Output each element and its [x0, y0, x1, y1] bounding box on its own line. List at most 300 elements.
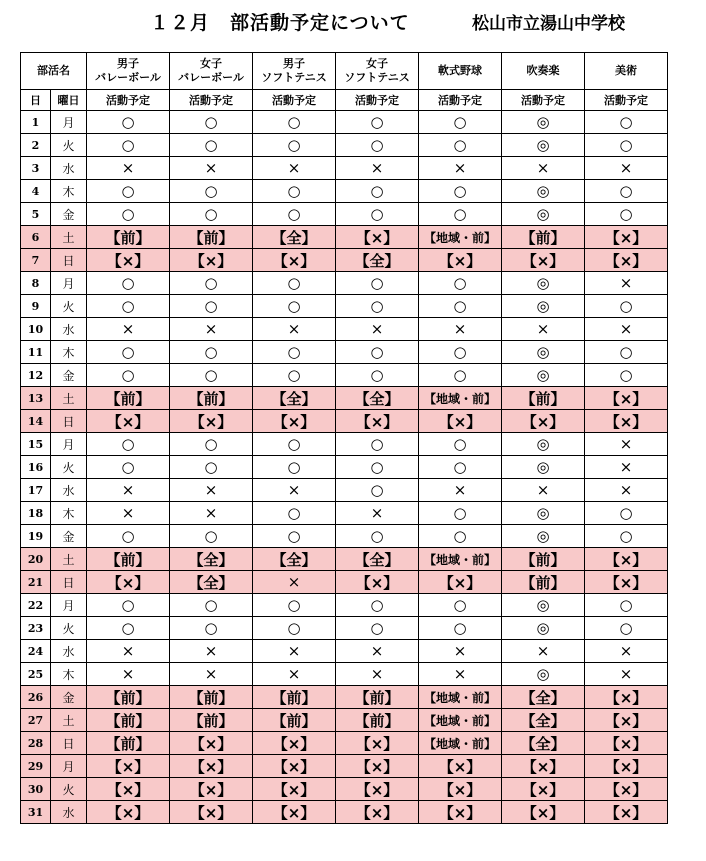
day-of-week: 月 — [51, 433, 87, 456]
schedule-cell: ○ — [336, 341, 419, 364]
schedule-cell: ◎ — [502, 364, 585, 387]
table-row — [21, 548, 668, 571]
schedule-cell: 【×】 — [585, 249, 668, 272]
day-number: 29 — [21, 755, 51, 778]
schedule-cell: 【全】 — [253, 226, 336, 249]
table-row — [21, 502, 668, 525]
page-title: １２月 部活動予定について — [150, 12, 410, 34]
schedule-cell: 【×】 — [502, 249, 585, 272]
day-number: 2 — [21, 134, 51, 157]
schedule-cell: × — [502, 640, 585, 663]
schedule-cell: 【前】 — [87, 226, 170, 249]
day-of-week: 火 — [51, 617, 87, 640]
schedule-cell: 【全】 — [502, 709, 585, 732]
club-name-line1: 吹奏楽 — [526, 64, 560, 77]
schedule-cell: 【地域・前】 — [419, 709, 502, 732]
schedule-cell: ○ — [253, 364, 336, 387]
table-row — [21, 640, 668, 663]
schedule-cell: 【×】 — [170, 410, 253, 433]
day-number: 11 — [21, 341, 51, 364]
schedule-cell: ○ — [336, 111, 419, 134]
table-row — [21, 410, 668, 433]
schedule-cell: 【×】 — [419, 249, 502, 272]
day-number: 4 — [21, 180, 51, 203]
day-number: 18 — [21, 502, 51, 525]
day-of-week: 月 — [51, 594, 87, 617]
day-number: 22 — [21, 594, 51, 617]
schedule-cell: × — [253, 157, 336, 180]
schedule-cell: 【×】 — [253, 801, 336, 824]
club-label: 部活名 — [21, 53, 87, 90]
schedule-cell: ○ — [87, 364, 170, 387]
table-row — [21, 226, 668, 249]
schedule-cell: 【×】 — [585, 709, 668, 732]
day-number: 24 — [21, 640, 51, 663]
schedule-cell: 【×】 — [585, 571, 668, 594]
schedule-cell: ◎ — [502, 111, 585, 134]
schedule-cell: × — [585, 272, 668, 295]
table-row — [21, 295, 668, 318]
day-of-week: 水 — [51, 801, 87, 824]
day-number: 16 — [21, 456, 51, 479]
table-row — [21, 755, 668, 778]
schedule-cell: 【全】 — [253, 548, 336, 571]
schedule-cell: ○ — [253, 525, 336, 548]
schedule-cell: ○ — [336, 272, 419, 295]
schedule-cell: ○ — [253, 341, 336, 364]
schedule-cell: 【全】 — [253, 387, 336, 410]
club-name-line2: ソフトテニス — [261, 71, 327, 84]
club-header — [87, 53, 170, 90]
schedule-cell: 【×】 — [336, 755, 419, 778]
schedule-cell: 【前】 — [170, 387, 253, 410]
schedule-cell: × — [419, 663, 502, 686]
schedule-cell: ◎ — [502, 203, 585, 226]
schedule-cell: 【×】 — [419, 778, 502, 801]
schedule-cell: 【地域・前】 — [419, 686, 502, 709]
table-row — [21, 180, 668, 203]
schedule-cell: ○ — [419, 180, 502, 203]
schedule-cell: ○ — [87, 180, 170, 203]
table-row — [21, 364, 668, 387]
schedule-cell: 【前】 — [87, 548, 170, 571]
schedule-cell: ○ — [419, 111, 502, 134]
table-row — [21, 525, 668, 548]
schedule-cell: 【×】 — [170, 732, 253, 755]
club-header — [502, 53, 585, 90]
schedule-cell: × — [87, 479, 170, 502]
plan-label: 活動予定 — [502, 90, 585, 111]
schedule-cell: 【前】 — [502, 387, 585, 410]
schedule-cell: × — [419, 157, 502, 180]
schedule-cell: 【×】 — [585, 387, 668, 410]
schedule-cell: 【前】 — [502, 548, 585, 571]
table-row — [21, 272, 668, 295]
schedule-cell: ○ — [253, 272, 336, 295]
day-number: 5 — [21, 203, 51, 226]
day-of-week: 水 — [51, 479, 87, 502]
day-of-week: 月 — [51, 111, 87, 134]
schedule-cell: ○ — [419, 341, 502, 364]
schedule-cell: ○ — [253, 111, 336, 134]
day-number: 8 — [21, 272, 51, 295]
schedule-table — [20, 52, 668, 824]
day-of-week: 木 — [51, 663, 87, 686]
schedule-cell: × — [585, 456, 668, 479]
day-number: 17 — [21, 479, 51, 502]
day-number: 3 — [21, 157, 51, 180]
table-row — [21, 318, 668, 341]
schedule-cell: 【×】 — [170, 801, 253, 824]
schedule-cell: ○ — [336, 479, 419, 502]
club-name-line1: 男子 — [283, 57, 305, 70]
schedule-cell: 【全】 — [170, 548, 253, 571]
table-row — [21, 571, 668, 594]
day-of-week: 火 — [51, 456, 87, 479]
day-of-week: 月 — [51, 272, 87, 295]
schedule-cell: 【×】 — [585, 548, 668, 571]
day-of-week: 日 — [51, 249, 87, 272]
schedule-cell: 【×】 — [336, 801, 419, 824]
schedule-cell: × — [87, 157, 170, 180]
schedule-cell: 【前】 — [253, 686, 336, 709]
schedule-cell: ○ — [419, 134, 502, 157]
club-header — [170, 53, 253, 90]
schedule-cell: 【×】 — [336, 732, 419, 755]
day-of-week: 木 — [51, 180, 87, 203]
day-of-week: 金 — [51, 203, 87, 226]
schedule-cell: × — [502, 479, 585, 502]
schedule-cell: × — [585, 433, 668, 456]
schedule-cell: ○ — [170, 203, 253, 226]
schedule-cell: 【×】 — [585, 801, 668, 824]
club-name-line2: バレーボール — [178, 71, 244, 84]
day-number: 6 — [21, 226, 51, 249]
schedule-cell: × — [336, 318, 419, 341]
schedule-cell: × — [502, 157, 585, 180]
schedule-cell: ○ — [419, 594, 502, 617]
schedule-cell: × — [87, 640, 170, 663]
schedule-cell: ○ — [87, 594, 170, 617]
day-number: 31 — [21, 801, 51, 824]
day-of-week: 木 — [51, 502, 87, 525]
day-number: 30 — [21, 778, 51, 801]
schedule-cell: 【前】 — [170, 226, 253, 249]
schedule-cell: 【前】 — [87, 686, 170, 709]
schedule-cell: × — [87, 502, 170, 525]
table-row — [21, 456, 668, 479]
schedule-cell: ○ — [336, 456, 419, 479]
day-number: 26 — [21, 686, 51, 709]
schedule-cell: ○ — [336, 594, 419, 617]
day-of-week: 土 — [51, 387, 87, 410]
plan-label: 活動予定 — [253, 90, 336, 111]
schedule-cell: × — [253, 479, 336, 502]
schedule-cell: ○ — [253, 617, 336, 640]
day-number: 20 — [21, 548, 51, 571]
schedule-cell: ○ — [419, 456, 502, 479]
plan-label: 活動予定 — [87, 90, 170, 111]
schedule-cell: ○ — [253, 295, 336, 318]
schedule-cell: ○ — [170, 180, 253, 203]
club-name-line1: 男子 — [117, 57, 139, 70]
schedule-cell: ○ — [87, 433, 170, 456]
table-row — [21, 686, 668, 709]
club-name-line2: バレーボール — [95, 71, 161, 84]
schedule-cell: ○ — [336, 134, 419, 157]
schedule-cell: ○ — [87, 272, 170, 295]
schedule-cell: ○ — [419, 203, 502, 226]
schedule-cell: ○ — [253, 203, 336, 226]
table-row — [21, 663, 668, 686]
schedule-cell: ○ — [419, 525, 502, 548]
day-of-week: 日 — [51, 571, 87, 594]
schedule-cell: ○ — [253, 433, 336, 456]
schedule-cell: 【×】 — [502, 410, 585, 433]
schedule-cell: ○ — [336, 364, 419, 387]
schedule-cell: × — [87, 663, 170, 686]
schedule-cell: ○ — [419, 272, 502, 295]
club-name-line1: 軟式野球 — [438, 64, 482, 77]
schedule-cell: ○ — [419, 502, 502, 525]
schedule-cell: 【×】 — [87, 571, 170, 594]
club-header — [419, 53, 502, 90]
day-of-week: 火 — [51, 778, 87, 801]
club-name-line1: 女子 — [200, 57, 222, 70]
table-row — [21, 732, 668, 755]
day-number: 1 — [21, 111, 51, 134]
schedule-cell: 【×】 — [253, 778, 336, 801]
schedule-cell: ○ — [585, 617, 668, 640]
schedule-cell: 【×】 — [87, 778, 170, 801]
day-of-week: 水 — [51, 640, 87, 663]
day-number: 21 — [21, 571, 51, 594]
schedule-cell: 【全】 — [336, 548, 419, 571]
day-number: 25 — [21, 663, 51, 686]
club-header-row — [21, 53, 668, 90]
schedule-cell: 【×】 — [502, 755, 585, 778]
table-row — [21, 387, 668, 410]
schedule-cell: 【×】 — [87, 801, 170, 824]
schedule-cell: ○ — [253, 456, 336, 479]
schedule-cell: ○ — [170, 364, 253, 387]
day-of-week: 金 — [51, 525, 87, 548]
schedule-cell: × — [253, 640, 336, 663]
schedule-cell: ○ — [336, 433, 419, 456]
schedule-cell: ◎ — [502, 341, 585, 364]
day-number: 27 — [21, 709, 51, 732]
schedule-cell: ○ — [170, 594, 253, 617]
club-header — [585, 53, 668, 90]
schedule-cell: 【全】 — [336, 249, 419, 272]
schedule-cell: ○ — [170, 341, 253, 364]
day-of-week: 水 — [51, 318, 87, 341]
schedule-cell: × — [419, 479, 502, 502]
day-of-week: 木 — [51, 341, 87, 364]
day-number: 28 — [21, 732, 51, 755]
schedule-cell: 【×】 — [419, 755, 502, 778]
schedule-cell: ○ — [585, 502, 668, 525]
subheader-row — [21, 90, 668, 111]
schedule-cell: × — [502, 318, 585, 341]
schedule-cell: ○ — [585, 180, 668, 203]
dow-label: 曜日 — [51, 90, 87, 111]
schedule-cell: ○ — [419, 433, 502, 456]
schedule-cell: 【×】 — [253, 249, 336, 272]
schedule-cell: ○ — [419, 617, 502, 640]
club-name-line1: 女子 — [366, 57, 388, 70]
day-number: 10 — [21, 318, 51, 341]
schedule-cell: ◎ — [502, 594, 585, 617]
schedule-cell: ○ — [170, 134, 253, 157]
schedule-cell: 【×】 — [585, 226, 668, 249]
table-row — [21, 111, 668, 134]
schedule-cell: ○ — [170, 433, 253, 456]
day-of-week: 金 — [51, 686, 87, 709]
club-header — [253, 53, 336, 90]
schedule-cell: ◎ — [502, 617, 585, 640]
schedule-cell: ○ — [170, 295, 253, 318]
table-row — [21, 709, 668, 732]
schedule-cell: ○ — [87, 203, 170, 226]
day-of-week: 土 — [51, 548, 87, 571]
schedule-cell: 【×】 — [253, 410, 336, 433]
schedule-cell: × — [336, 640, 419, 663]
schedule-cell: 【全】 — [502, 732, 585, 755]
table-row — [21, 134, 668, 157]
schedule-cell: ◎ — [502, 295, 585, 318]
schedule-cell: 【地域・前】 — [419, 732, 502, 755]
day-number: 14 — [21, 410, 51, 433]
day-of-week: 火 — [51, 295, 87, 318]
schedule-cell: × — [419, 640, 502, 663]
schedule-cell: 【×】 — [87, 249, 170, 272]
schedule-cell: 【全】 — [170, 571, 253, 594]
plan-label: 活動予定 — [336, 90, 419, 111]
day-of-week: 水 — [51, 157, 87, 180]
club-name-line2: ソフトテニス — [344, 71, 410, 84]
schedule-cell: 【×】 — [336, 226, 419, 249]
plan-label: 活動予定 — [170, 90, 253, 111]
day-number: 15 — [21, 433, 51, 456]
club-header — [336, 53, 419, 90]
schedule-cell: 【×】 — [253, 732, 336, 755]
schedule-cell: ○ — [336, 180, 419, 203]
day-of-week: 土 — [51, 226, 87, 249]
schedule-cell: × — [336, 502, 419, 525]
day-number: 23 — [21, 617, 51, 640]
schedule-cell: ○ — [87, 134, 170, 157]
schedule-cell: 【前】 — [87, 732, 170, 755]
schedule-cell: 【×】 — [253, 755, 336, 778]
club-name-line1: 美術 — [615, 64, 637, 77]
schedule-cell: 【前】 — [170, 686, 253, 709]
schedule-cell: × — [585, 157, 668, 180]
schedule-cell: ◎ — [502, 180, 585, 203]
schedule-cell: × — [336, 157, 419, 180]
schedule-cell: ○ — [170, 272, 253, 295]
schedule-cell: ○ — [170, 456, 253, 479]
day-number: 19 — [21, 525, 51, 548]
table-row — [21, 249, 668, 272]
schedule-cell: 【前】 — [336, 686, 419, 709]
schedule-cell: ○ — [419, 364, 502, 387]
day-of-week: 火 — [51, 134, 87, 157]
schedule-cell: 【×】 — [419, 571, 502, 594]
schedule-cell: ○ — [585, 134, 668, 157]
schedule-cell: × — [336, 663, 419, 686]
day-of-week: 月 — [51, 755, 87, 778]
schedule-cell: ○ — [253, 594, 336, 617]
schedule-cell: × — [253, 571, 336, 594]
day-label: 日 — [21, 90, 51, 111]
schedule-cell: 【×】 — [585, 732, 668, 755]
schedule-cell: 【前】 — [253, 709, 336, 732]
table-row — [21, 594, 668, 617]
schedule-cell: 【×】 — [87, 755, 170, 778]
schedule-cell: 【前】 — [87, 709, 170, 732]
schedule-cell: ○ — [87, 111, 170, 134]
schedule-cell: 【×】 — [502, 778, 585, 801]
schedule-cell: 【全】 — [336, 387, 419, 410]
table-row — [21, 801, 668, 824]
schedule-cell: ○ — [253, 502, 336, 525]
schedule-cell: 【×】 — [336, 410, 419, 433]
schedule-cell: 【地域・前】 — [419, 548, 502, 571]
schedule-cell: 【×】 — [170, 755, 253, 778]
schedule-cell: × — [419, 318, 502, 341]
table-row — [21, 341, 668, 364]
table-row — [21, 157, 668, 180]
schedule-cell: × — [170, 318, 253, 341]
schedule-cell: ○ — [253, 134, 336, 157]
schedule-cell: 【前】 — [170, 709, 253, 732]
schedule-cell: ○ — [585, 295, 668, 318]
day-number: 13 — [21, 387, 51, 410]
table-row — [21, 203, 668, 226]
schedule-cell: ◎ — [502, 134, 585, 157]
schedule-cell: 【全】 — [502, 686, 585, 709]
schedule-cell: ○ — [585, 203, 668, 226]
schedule-cell: ○ — [170, 525, 253, 548]
schedule-cell: 【×】 — [170, 249, 253, 272]
schedule-cell: ○ — [87, 617, 170, 640]
schedule-cell: × — [170, 479, 253, 502]
schedule-cell: 【前】 — [336, 709, 419, 732]
schedule-cell: ○ — [87, 525, 170, 548]
schedule-cell: ○ — [87, 456, 170, 479]
day-number: 12 — [21, 364, 51, 387]
school-name: 松山市立湯山中学校 — [472, 14, 625, 34]
schedule-cell: ○ — [585, 364, 668, 387]
schedule-cell: ◎ — [502, 272, 585, 295]
schedule-cell: 【地域・前】 — [419, 226, 502, 249]
schedule-cell: 【×】 — [170, 778, 253, 801]
schedule-cell: 【前】 — [87, 387, 170, 410]
day-of-week: 金 — [51, 364, 87, 387]
schedule-cell: 【×】 — [419, 801, 502, 824]
table-row — [21, 433, 668, 456]
schedule-cell: 【×】 — [336, 778, 419, 801]
schedule-cell: × — [170, 502, 253, 525]
schedule-cell: ○ — [585, 111, 668, 134]
schedule-cell: ○ — [170, 111, 253, 134]
schedule-cell: ○ — [585, 341, 668, 364]
table-row — [21, 479, 668, 502]
schedule-cell: ○ — [87, 295, 170, 318]
schedule-cell: ○ — [585, 525, 668, 548]
schedule-cell: × — [253, 318, 336, 341]
